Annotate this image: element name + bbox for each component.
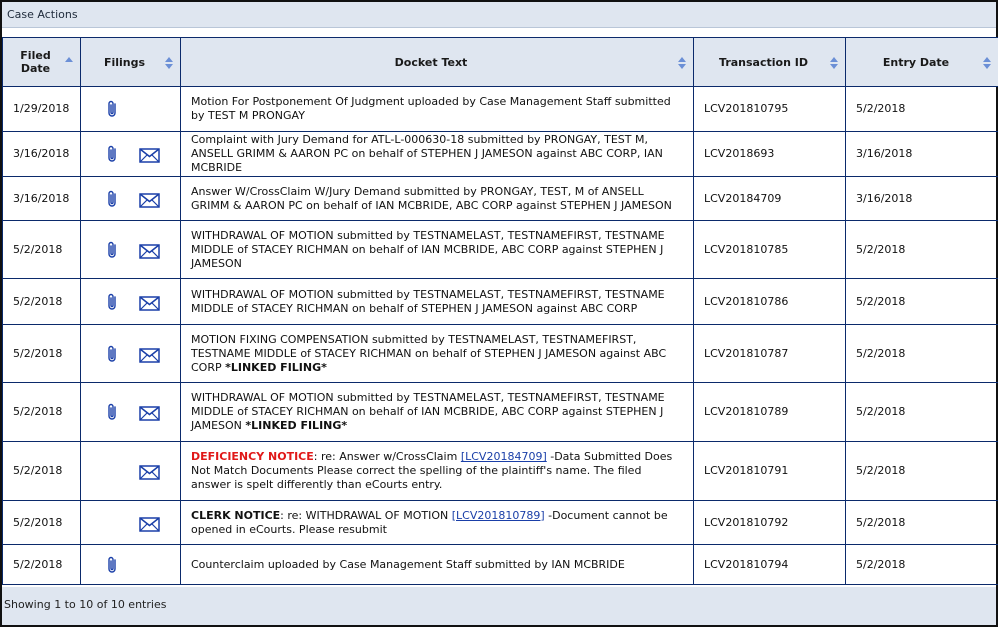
filings-cell [81, 442, 181, 501]
notice-label: CLERK NOTICE [191, 508, 281, 522]
column-header-label: Transaction ID [719, 55, 808, 69]
transaction-id-cell: LCV201810794 [694, 545, 846, 585]
table-info-footer: Showing 1 to 10 of 10 entries [2, 587, 996, 625]
table-header-row [3, 38, 998, 87]
transaction-id-cell: LCV20184709 [694, 177, 846, 221]
column-header-label: Filed Date [20, 49, 51, 75]
paperclip-icon[interactable] [106, 293, 119, 312]
entry-date-cell: 5/2/2018 [846, 442, 998, 501]
paperclip-icon[interactable] [106, 556, 119, 575]
notice-text: : re: WITHDRAWAL OF MOTION [280, 508, 452, 522]
column-header-transaction-id[interactable] [694, 38, 846, 87]
paperclip-icon[interactable] [106, 190, 119, 209]
column-header-entry-date[interactable] [846, 38, 998, 87]
transaction-link[interactable]: [LCV20184709] [460, 450, 547, 463]
filings-cell [81, 279, 181, 325]
sort-both-icon [830, 55, 838, 71]
paperclip-icon[interactable] [106, 403, 119, 422]
transaction-id-cell: LCV201810787 [694, 325, 846, 383]
envelope-icon[interactable] [139, 193, 160, 208]
transaction-id-cell: LCV201810785 [694, 221, 846, 279]
docket-text-cell [181, 177, 694, 221]
sort-both-icon [983, 55, 991, 71]
transaction-id-cell: LCV201810792 [694, 501, 846, 545]
filed-date-cell: 1/29/2018 [3, 87, 81, 132]
notice-text: : re: Answer w/CrossClaim [313, 450, 461, 463]
filed-date-cell: 5/2/2018 [3, 221, 81, 279]
filings-cell [81, 132, 181, 177]
linked-filing-tag: *LINKED FILING* [245, 419, 348, 432]
transaction-id-cell: LCV201810786 [694, 279, 846, 325]
docket-text: Counterclaim uploaded by Case Management Staff submitted by IAN MCBRIDE [191, 557, 625, 571]
transaction-id-cell: LCV201810791 [694, 442, 846, 501]
table-body [3, 87, 998, 585]
filed-date-cell: 3/16/2018 [3, 177, 81, 221]
sort-both-icon [678, 55, 686, 71]
filed-date-cell: 3/16/2018 [3, 132, 81, 177]
entry-date-cell: 5/2/2018 [846, 87, 998, 132]
notice-text: -Document cannot be opened in eCourts. Please resubmit [191, 508, 668, 536]
transaction-link[interactable]: [LCV201810789] [451, 508, 545, 522]
docket-text-cell [181, 221, 694, 279]
filed-date-cell: 5/2/2018 [3, 325, 81, 383]
docket-text-cell [181, 501, 694, 545]
docket-text: WITHDRAWAL OF MOTION submitted by TESTNAMELAST, TESTNAMEFIRST, TESTNAME MIDDLE of STACEY RICHMAN on behalf of IAN MCBRIDE, ABC CORP against STEPHEN J JAMESON [191, 228, 665, 270]
entry-date-cell: 5/2/2018 [846, 383, 998, 442]
table-row [3, 132, 998, 177]
transaction-id-cell: LCV2018693 [694, 132, 846, 177]
filings-cell [81, 325, 181, 383]
paperclip-icon[interactable] [106, 100, 119, 119]
filed-date-cell: 5/2/2018 [3, 383, 81, 442]
envelope-icon[interactable] [139, 244, 160, 259]
table-row [3, 501, 998, 545]
transaction-id-cell: LCV201810795 [694, 87, 846, 132]
column-header-label: Filings [103, 55, 146, 69]
table-row [3, 87, 998, 132]
docket-text-cell [181, 442, 694, 501]
entry-date-cell: 5/2/2018 [846, 221, 998, 279]
paperclip-icon[interactable] [106, 345, 119, 364]
docket-text: Complaint with Jury Demand for ATL-L-000630-18 submitted by PRONGAY, TEST M, ANSELL GRIMM & AARON PC on behalf of STEPHEN J JAMESON against ABC CORP, IAN MCBRIDE [191, 133, 663, 174]
filings-cell [81, 221, 181, 279]
table-row [3, 177, 998, 221]
filings-cell [81, 87, 181, 132]
notice-label: DEFICIENCY NOTICE [191, 450, 314, 463]
sort-asc-icon [65, 55, 73, 71]
entry-date-cell: 5/2/2018 [846, 279, 998, 325]
sort-both-icon [165, 55, 173, 71]
docket-text: WITHDRAWAL OF MOTION submitted by TESTNAMELAST, TESTNAMEFIRST, TESTNAME MIDDLE of STACEY RICHMAN on behalf of IAN MCBRIDE, ABC CORP against STEPHEN J JAMESON [191, 391, 665, 432]
envelope-icon[interactable] [139, 465, 160, 480]
envelope-icon[interactable] [139, 148, 160, 163]
docket-text: WITHDRAWAL OF MOTION submitted by TESTNAMELAST, TESTNAMEFIRST, TESTNAME MIDDLE of STACEY RICHMAN on behalf of STEPHEN J JAMESON against ABC CORP [191, 287, 665, 315]
entry-date-cell: 5/2/2018 [846, 325, 998, 383]
docket-text-cell [181, 325, 694, 383]
entry-date-cell: 3/16/2018 [846, 177, 998, 221]
filings-cell [81, 383, 181, 442]
paperclip-icon[interactable] [106, 145, 119, 164]
table-row [3, 325, 998, 383]
table-row [3, 383, 998, 442]
filings-cell [81, 545, 181, 585]
panel-title: Case Actions [2, 2, 996, 28]
filed-date-cell: 5/2/2018 [3, 279, 81, 325]
filed-date-cell: 5/2/2018 [3, 442, 81, 501]
column-header-label: Docket Text [394, 55, 468, 69]
docket-text: Motion For Postponement Of Judgment uploaded by Case Management Staff submitted by TEST M PRONGAY [191, 95, 671, 122]
paperclip-icon[interactable] [106, 241, 119, 260]
filings-cell [81, 501, 181, 545]
table-row [3, 442, 998, 501]
table-row [3, 279, 998, 325]
entry-date-cell: 5/2/2018 [846, 545, 998, 585]
docket-text-cell [181, 383, 694, 442]
filed-date-cell: 5/2/2018 [3, 501, 81, 545]
case-actions-table-wrap [2, 37, 998, 585]
notice-text: -Data Submitted Does Not Match Documents Please correct the spelling of the plaintiff's name. The filed answer is spelt differently than eCourts entry. [191, 450, 673, 491]
envelope-icon[interactable] [139, 517, 160, 532]
column-header-filed-date[interactable] [3, 38, 81, 87]
envelope-icon[interactable] [139, 348, 160, 363]
table-row [3, 221, 998, 279]
docket-text-cell [181, 87, 694, 132]
column-header-label: Entry Date [882, 55, 950, 69]
entry-date-cell: 3/16/2018 [846, 132, 998, 177]
filed-date-cell: 5/2/2018 [3, 545, 81, 585]
transaction-id-cell: LCV201810789 [694, 383, 846, 442]
entry-date-cell: 5/2/2018 [846, 501, 998, 545]
column-header-docket-text[interactable] [181, 38, 694, 87]
linked-filing-tag: *LINKED FILING* [225, 360, 327, 374]
envelope-icon[interactable] [139, 296, 160, 311]
filings-cell [81, 177, 181, 221]
docket-text-cell [181, 132, 694, 177]
docket-text: MOTION FIXING COMPENSATION submitted by TESTNAMELAST, TESTNAMEFIRST, TESTNAME MIDDLE of STACEY RICHMAN on behalf of STEPHEN J JAMESON against ABC CORP [191, 332, 667, 374]
table-row [3, 545, 998, 585]
case-actions-table [2, 37, 998, 585]
docket-text-cell [181, 545, 694, 585]
docket-text: Answer W/CrossClaim W/Jury Demand submitted by PRONGAY, TEST, M of ANSELL GRIMM & AARON PC on behalf of IAN MCBRIDE, ABC CORP against STEPHEN J JAMESON [191, 184, 672, 212]
envelope-icon[interactable] [139, 406, 160, 421]
column-header-filings[interactable] [81, 38, 181, 87]
docket-text-cell [181, 279, 694, 325]
